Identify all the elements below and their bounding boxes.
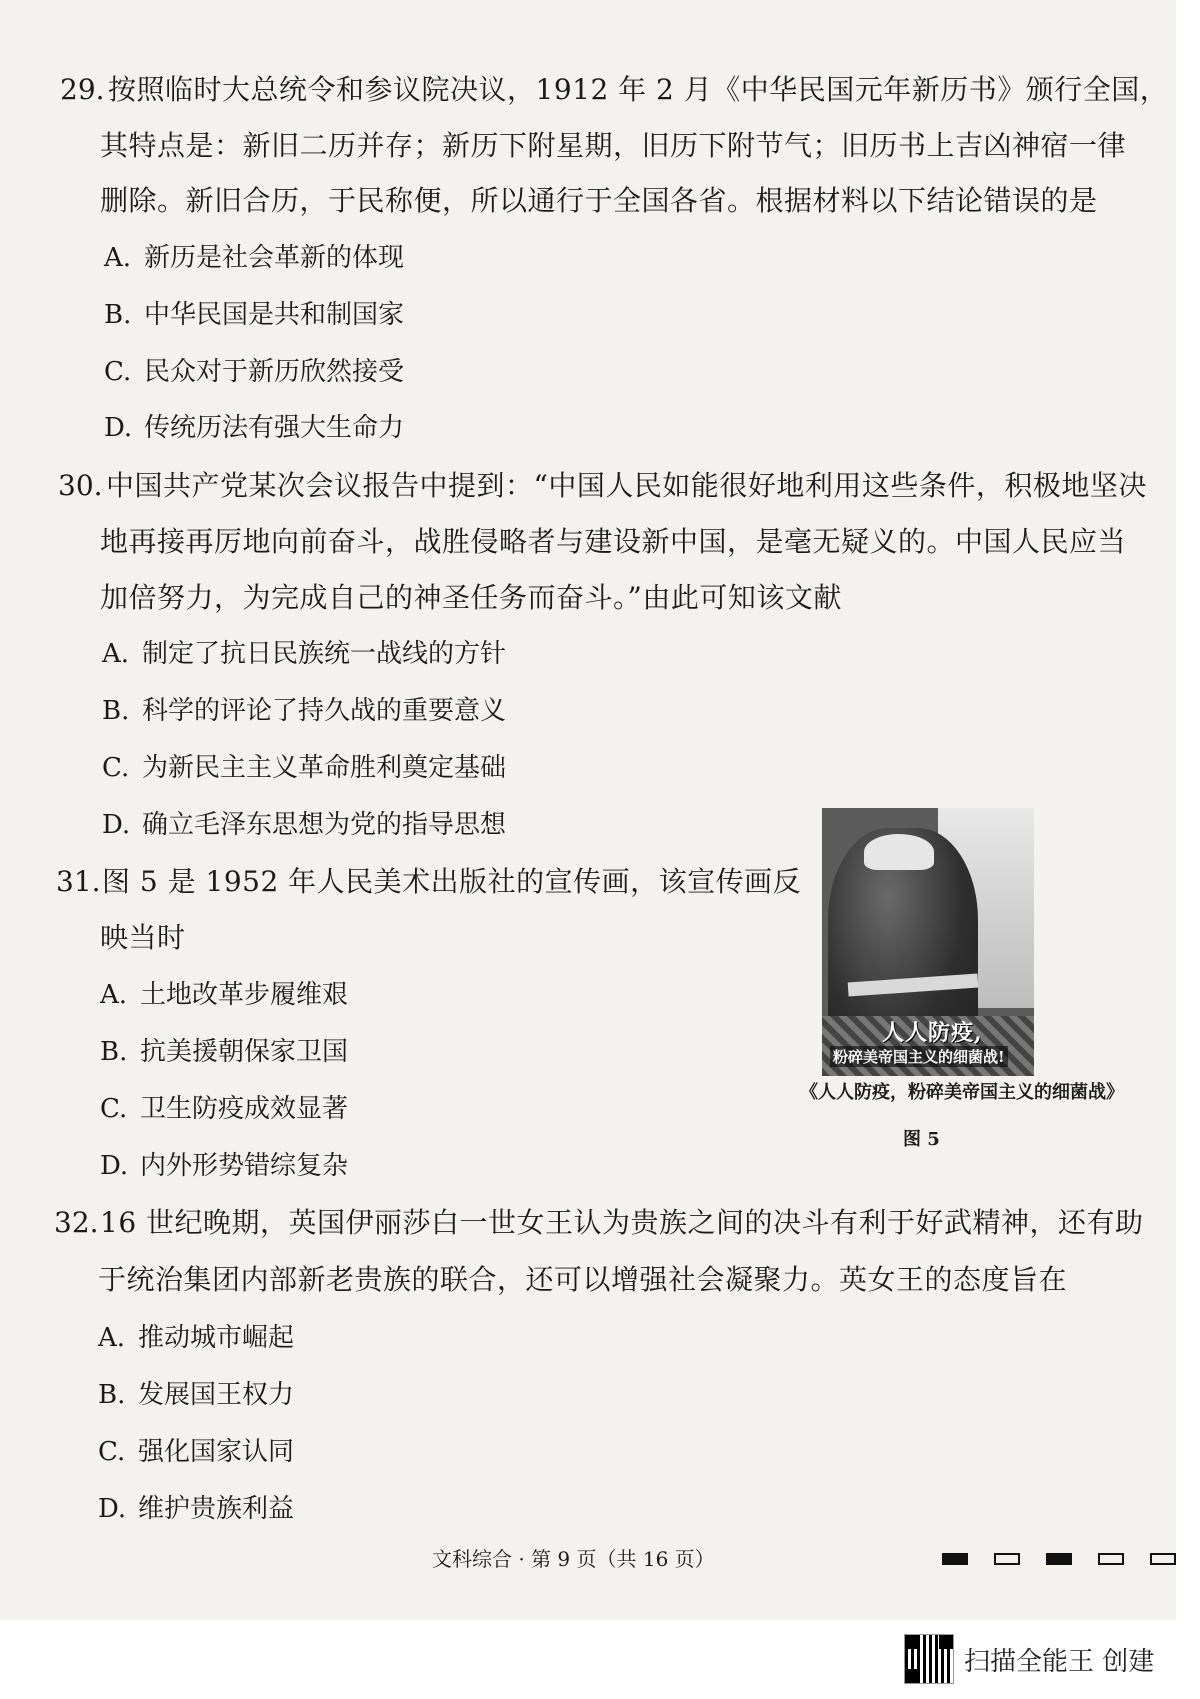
- question-number: 31.: [56, 865, 101, 898]
- question-text-line: 删除。新旧合历，于民称便，所以通行于全国各省。根据材料以下结论错误的是: [100, 184, 1098, 217]
- poster-subslogan: 粉碎美帝国主义的细菌战!: [830, 1046, 1008, 1067]
- question-text-line: 图 5 是 1952 年人民美术出版社的宣传画，该宣传画反: [102, 865, 802, 898]
- figure-caption: 《人人防疫，粉碎美帝国主义的细菌战》: [800, 1082, 1124, 1103]
- question-text-line: 按照临时大总统令和参议院决议，1912 年 2 月《中华民国元年新历书》颁行全国，: [108, 73, 1169, 106]
- question-text-line: 于统治集团内部新老贵族的联合，还可以增强社会凝聚力。英女王的态度旨在: [98, 1263, 1068, 1296]
- option-d: D. 传统历法有强大生命力: [104, 413, 405, 443]
- option-d: D. 确立毛泽东思想为党的指导思想: [102, 810, 507, 840]
- poster-headscarf: [864, 834, 934, 870]
- scanner-watermark: [904, 1634, 1154, 1684]
- question-text-line: 地再接再厉地向前奋斗，战胜侵略者与建设新中国，是毫无疑义的。中国人民应当: [100, 525, 1127, 558]
- mark-hollow: [994, 1553, 1020, 1565]
- option-b: B. 发展国王权力: [98, 1380, 295, 1410]
- question-text-line: 加倍努力，为完成自己的神圣任务而奋斗。”由此可知该文献: [100, 581, 842, 614]
- mark-filled: [942, 1553, 968, 1565]
- option-a: A. 土地改革步履维艰: [100, 980, 349, 1010]
- scanner-label: 扫描全能王 创建: [964, 1646, 1155, 1677]
- mark-hollow: [1098, 1553, 1124, 1565]
- option-d: D. 内外形势错综复杂: [100, 1151, 349, 1181]
- page-footer: 文科综合 · 第 9 页（共 16 页）: [432, 1547, 715, 1571]
- question-number: 32.: [54, 1206, 99, 1239]
- option-a: A. 新历是社会革新的体现: [104, 243, 405, 273]
- option-a: A. 制定了抗日民族统一战线的方针: [102, 639, 507, 669]
- qr-code-icon: [904, 1634, 954, 1684]
- question-text-line: 其特点是：新旧二历并存；新历下附星期，旧历下附节气；旧历书上吉凶神宿一律: [100, 129, 1127, 162]
- option-b: B. 中华民国是共和制国家: [104, 300, 405, 330]
- poster-slogan: 人人防疫,: [882, 1020, 983, 1046]
- question-text-line: 中国共产党某次会议报告中提到：“中国人民如能很好地利用这些条件，积极地坚决: [106, 469, 1147, 502]
- mark-filled: [1046, 1553, 1072, 1565]
- option-c: C. 强化国家认同: [98, 1437, 295, 1467]
- question-text-line: 映当时: [100, 921, 186, 954]
- option-b: B. 科学的评论了持久战的重要意义: [102, 696, 507, 726]
- figure-label: 图 5: [903, 1129, 940, 1150]
- option-c: C. 卫生防疫成效显著: [100, 1094, 349, 1124]
- mark-hollow: [1150, 1553, 1176, 1565]
- option-c: C. 为新民主主义革命胜利奠定基础: [102, 753, 507, 783]
- poster-sash: [848, 973, 979, 996]
- option-a: A. 推动城市崛起: [98, 1323, 295, 1353]
- question-number: 30.: [58, 469, 103, 502]
- propaganda-poster-image: [822, 808, 1034, 1076]
- question-number: 29.: [60, 73, 105, 106]
- option-d: D. 维护贵族利益: [98, 1494, 295, 1524]
- option-c: C. 民众对于新历欣然接受: [104, 357, 405, 387]
- question-text-line: 16 世纪晚期，英国伊丽莎白一世女王认为贵族之间的决斗有利于好武精神，还有助: [100, 1206, 1144, 1239]
- option-b: B. 抗美援朝保家卫国: [100, 1037, 349, 1067]
